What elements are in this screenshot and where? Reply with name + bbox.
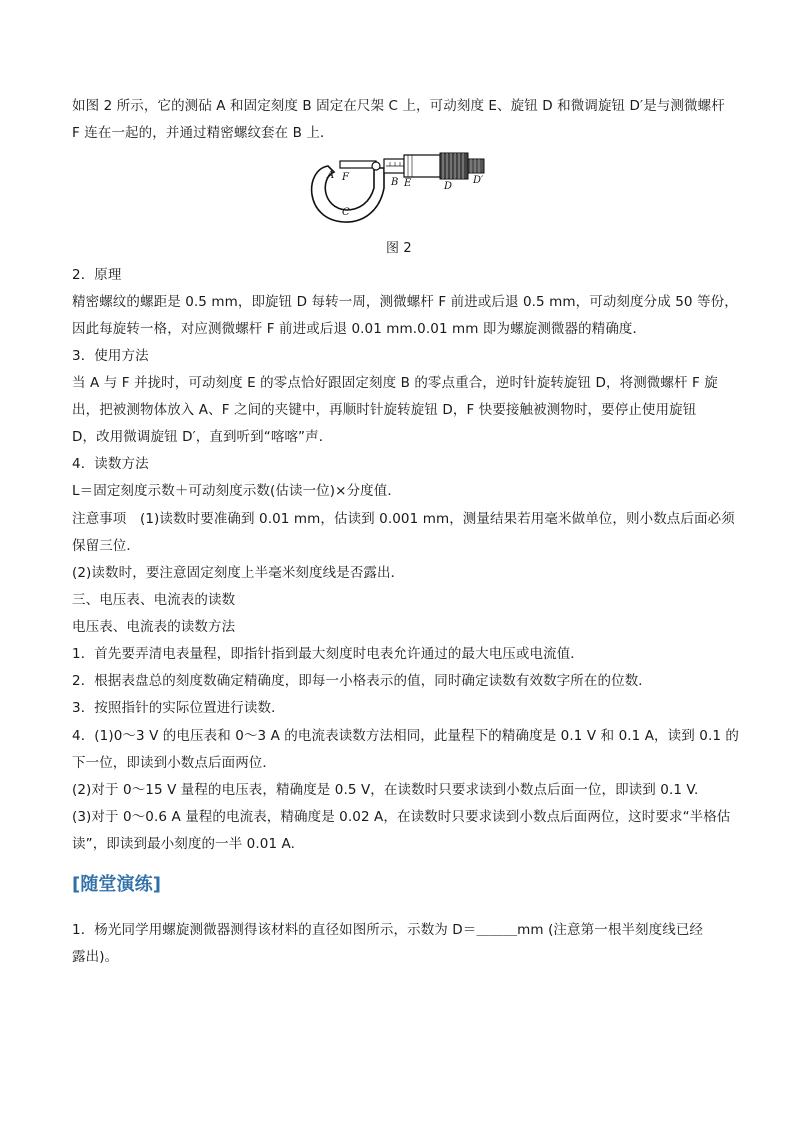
- text-line: 如图 2 所示，它的测砧 A 和固定刻度 B 固定在尺架 C 上，可动刻度 E、旋钮 D 和微调旋钮 D′是与测微螺杆: [72, 98, 725, 114]
- text-line: L＝固定刻度示数＋可动刻度示数(估读一位)×分度值．: [72, 483, 401, 499]
- text-line: (2)对于 0～15 V 量程的电压表，精确度是 0.5 V，在读数时只要求读到小数点后面一位，即读到 0.1 V.: [72, 782, 699, 798]
- label-dprime: D′: [473, 175, 484, 186]
- section-heading: [随堂演练]: [72, 874, 162, 895]
- text-line: 读”，即读到最小刻度的一半 0.01 A.: [72, 836, 296, 852]
- label-e: E: [404, 178, 412, 189]
- text-line: 2．原理: [72, 267, 122, 283]
- micrometer-figure: [300, 150, 500, 232]
- text-line: 1．首先要弄清电表量程，即指针指到最大刻度时电表允许通过的最大电压或电流值．: [72, 646, 584, 662]
- label-d: D: [444, 181, 453, 192]
- exercise-line: 1．杨光同学用螺旋测微器测得该材料的直径如图所示，示数为 D＝＿＿＿mm (注意第一根半刻度线已经: [72, 922, 704, 938]
- text-line: 当 A 与 F 并拢时，可动刻度 E 的零点恰好跟固定刻度 B 的零点重合，逆时针旋转旋钮 D，将测微螺杆 F 旋: [72, 375, 718, 391]
- thimble-e-shape: [404, 155, 440, 177]
- text-line: 3．使用方法: [72, 348, 149, 364]
- text-line: 保留三位．: [72, 538, 140, 554]
- text-line: (3)对于 0～0.6 A 量程的电流表，精确度是 0.02 A，在读数时只要求读到小数点后面两位，这时要求“半格估: [72, 809, 731, 825]
- text-line: 电压表、电流表的读数方法: [72, 619, 236, 635]
- spindle-f-shape: [340, 161, 376, 168]
- text-line: 4．(1)0～3 V 的电压表和 0～3 A 的电流表读数方法相同，此量程下的精确度是 0.1 V 和 0.1 A，读到 0.1 的: [72, 728, 740, 744]
- knob-d-shape: [440, 153, 468, 179]
- text-line: 2．根据表盘总的刻度数确定精确度，即每一小格表示的值，同时确定读数有效数字所在的位数．: [72, 673, 652, 689]
- text-line: 下一位，即读到小数点后面两位．: [72, 755, 276, 771]
- text-line: D，改用微调旋钮 D′，直到听到“喀喀”声．: [72, 429, 333, 445]
- text-line: 4．读数方法: [72, 456, 149, 472]
- text-line: 注意事项 (1)读数时要准确到 0.01 mm，估读到 0.001 mm，测量结果若用毫米做单位，则小数点后面必须: [72, 511, 735, 527]
- text-line: 因此每旋转一格，对应测微螺杆 F 前进或后退 0.01 mm.0.01 mm 即为螺旋测微器的精确度．: [72, 321, 647, 337]
- text-line: 三、电压表、电流表的读数: [72, 592, 236, 608]
- text-line: 精密螺纹的螺距是 0.5 mm，即旋钮 D 每转一周，测微螺杆 F 前进或后退 0.5 mm，可动刻度分成 50 等份，: [72, 294, 738, 310]
- micrometer-drawing: [300, 150, 500, 232]
- text-line: F 连在一起的，并通过精密螺纹套在 B 上．: [72, 125, 334, 141]
- lock-ring-shape: [372, 162, 380, 170]
- exercise-line: 露出)。: [72, 949, 119, 965]
- figure-caption: 图 2: [386, 241, 412, 256]
- label-c: C: [342, 207, 350, 218]
- text-line: (2)读数时，要注意固定刻度上半毫米刻度线是否露出．: [72, 565, 405, 581]
- text-line: 3．按照指针的实际位置进行读数．: [72, 700, 285, 716]
- text-line: 出，把被测物体放入 A、F 之间的夹键中，再顺时针旋转旋钮 D，F 快要接触被测物时，要停止使用旋钮: [72, 402, 697, 418]
- ratchet-dprime-shape: [468, 159, 484, 173]
- label-b: B: [391, 177, 399, 188]
- label-f: F: [342, 172, 349, 183]
- label-a: A: [327, 170, 335, 181]
